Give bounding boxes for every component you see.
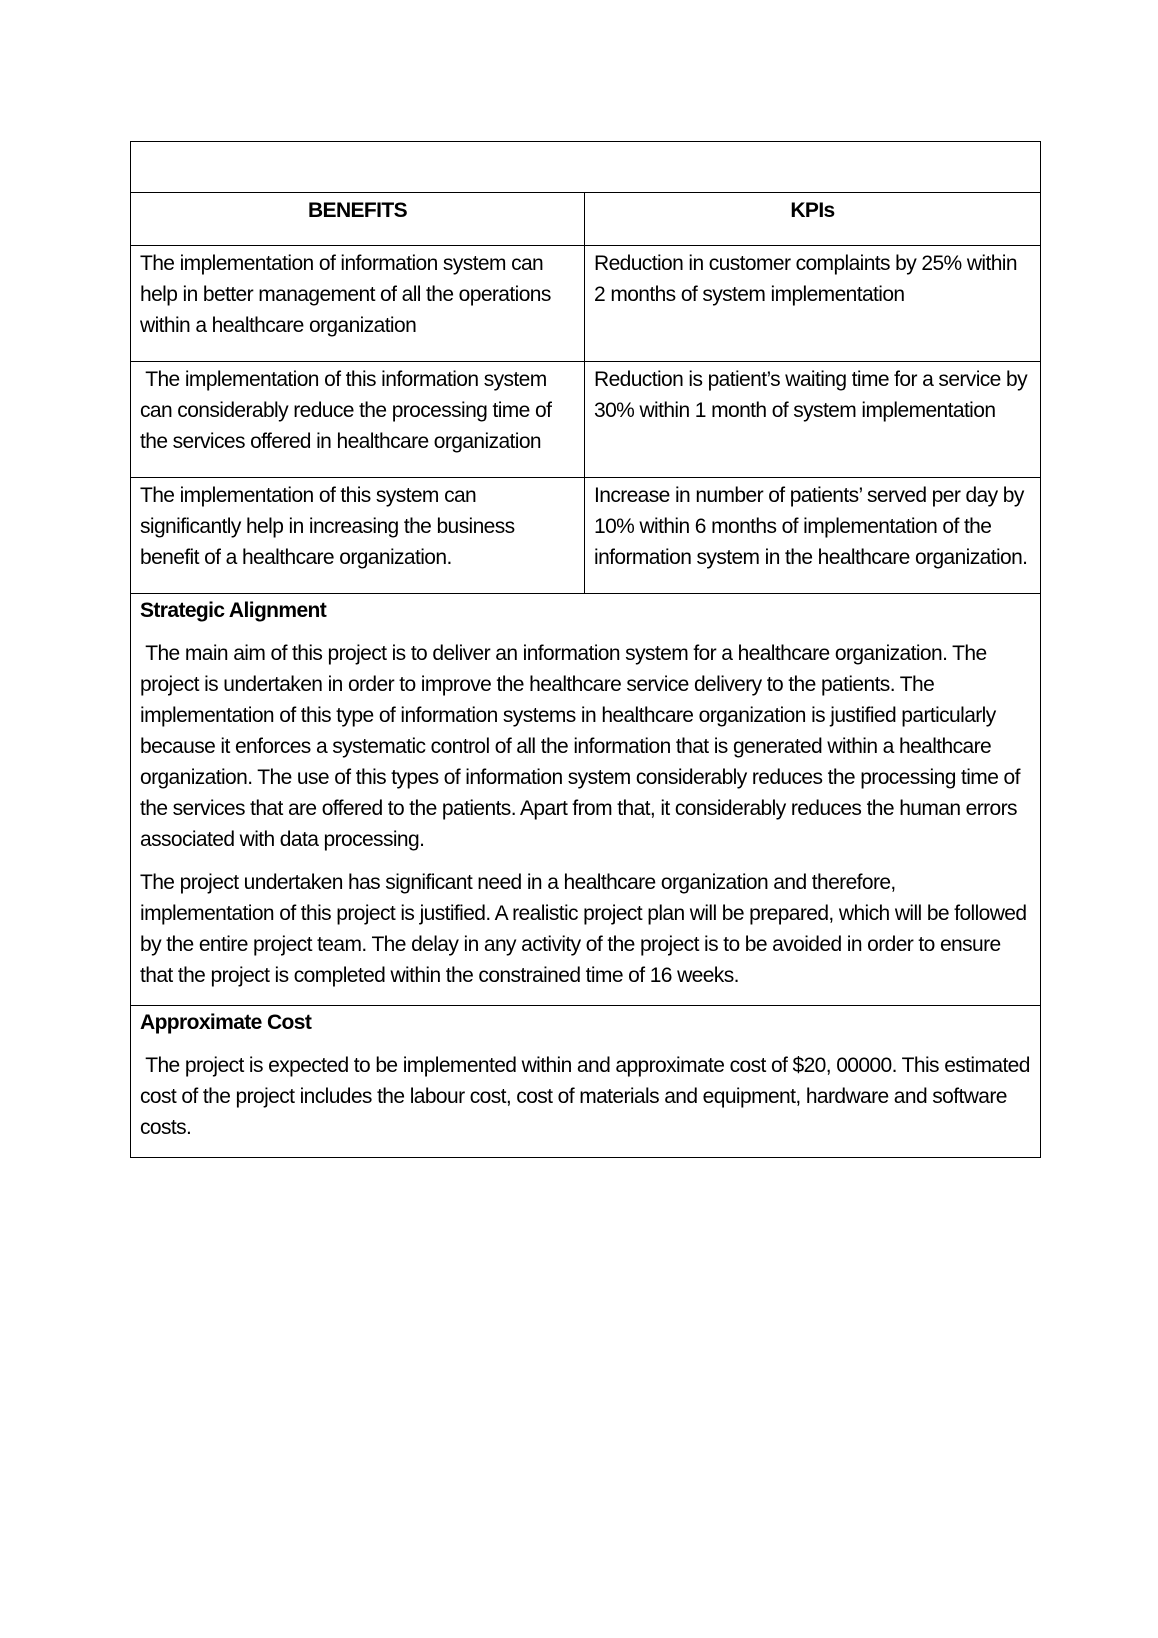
kpi-cell: Reduction in customer complaints by 25% within 2 months of system implementation: [585, 246, 1041, 362]
table-row: [131, 246, 1041, 362]
approximate-cost-row: [131, 1006, 1041, 1158]
strategic-alignment-paragraph: The project undertaken has significant need in a healthcare organization and therefore, implementation of this project is justified. A realistic project plan will be prepared, which will be followed by the entire project team. The delay in any activity of the project is to be avoided in order to ensure that the project is completed within the constrained time of 16 weeks.: [140, 871, 1027, 987]
strategic-alignment-row: [131, 594, 1041, 1006]
kpi-cell: Increase in number of patients’ served per day by 10% within 6 months of implementation of the information system in the healthcare organization.: [585, 478, 1041, 594]
benefits-kpis-table: [130, 141, 1041, 1158]
strategic-alignment-paragraph: The main aim of this project is to deliver an information system for a healthcare organization. The project is undertaken in order to improve the healthcare service delivery to the patients. The implementation of this type of information systems in healthcare organization is justified particularly because it enforces a systematic control of all the information that is generated within a healthcare organization. The use of this types of information system considerably reduces the processing time of the services that are offered to the patients. Apart from that, it considerably reduces the human errors associated with data processing.: [140, 642, 1026, 851]
benefit-cell: The implementation of this information system can considerably reduce the processing time of the services offered in healthcare organization: [131, 362, 585, 478]
approximate-cost-section: [131, 1006, 1041, 1158]
strategic-alignment-title: Strategic Alignment: [140, 599, 327, 622]
benefit-cell: The implementation of this system can significantly help in increasing the business benefit of a healthcare organization.: [131, 478, 585, 594]
benefit-cell: The implementation of information system can help in better management of all the operations within a healthcare organization: [131, 246, 585, 362]
table-header-row: [131, 193, 1041, 246]
table-row: [131, 478, 1041, 594]
strategic-alignment-section: [131, 594, 1041, 1006]
approximate-cost-title: Approximate Cost: [140, 1011, 312, 1034]
table-row: [131, 362, 1041, 478]
table-empty-row: [131, 142, 1041, 193]
benefits-header: BENEFITS: [131, 193, 585, 246]
kpis-header: KPIs: [585, 193, 1041, 246]
empty-cell: [131, 142, 1041, 193]
approximate-cost-paragraph: The project is expected to be implemented within and approximate cost of $20, 00000. This estimated cost of the project includes the labour cost, cost of materials and equipment, hardware and software costs.: [140, 1054, 1036, 1139]
kpi-cell: Reduction is patient’s waiting time for a service by 30% within 1 month of system implementation: [585, 362, 1041, 478]
